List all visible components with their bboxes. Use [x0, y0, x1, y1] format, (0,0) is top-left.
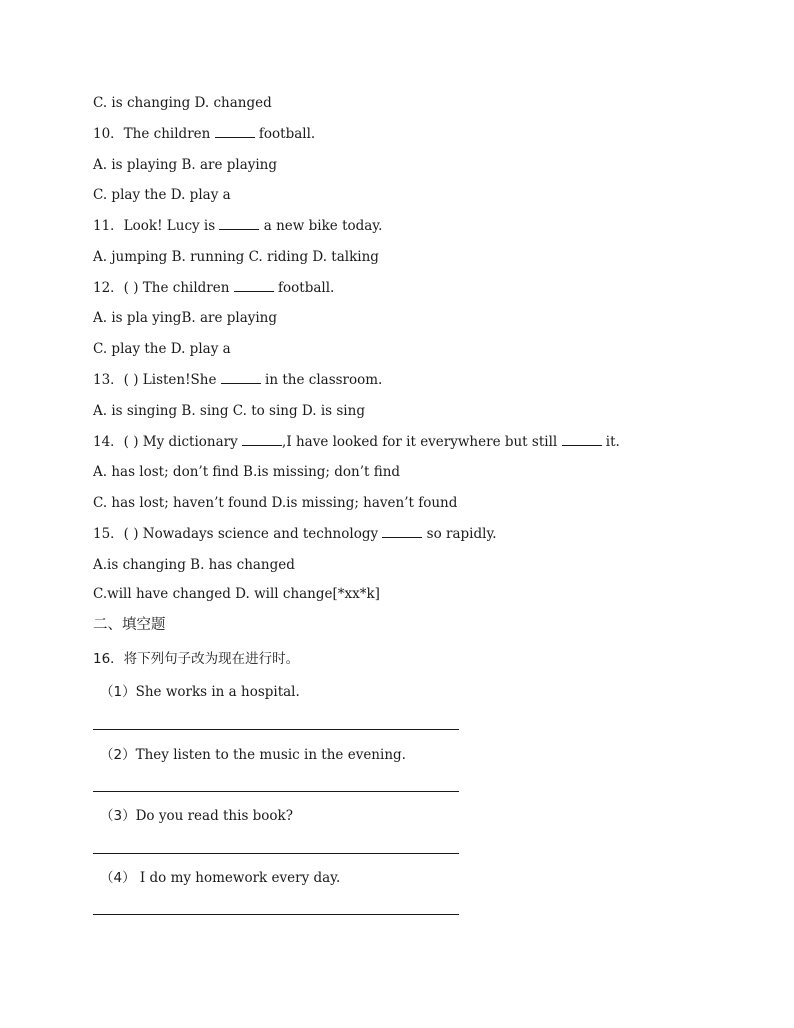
q10-options-line1 [93, 156, 277, 174]
item-number: （3） [100, 808, 136, 824]
item-number: （4） [100, 870, 136, 886]
question-text: ,I have looked for it everywhere but still [282, 434, 562, 450]
q16-item-1 [100, 683, 300, 701]
question-text: it. [601, 434, 620, 450]
item-text: They listen to the music in the evening. [135, 747, 406, 763]
question-text: a new bike today. [259, 218, 383, 234]
item-number: （1） [100, 684, 136, 700]
answer-line-1[interactable] [93, 729, 459, 730]
question-text: 11．Look! Lucy is [93, 218, 220, 234]
q15-options-line1 [93, 556, 295, 574]
question-11 [93, 217, 382, 235]
question-text: in the classroom. [260, 372, 383, 388]
answer-blank[interactable] [215, 125, 255, 138]
q15-options-line2 [93, 585, 380, 603]
answer-blank[interactable] [242, 433, 282, 446]
question-text: 13．( ) Listen!She [93, 372, 221, 388]
q13-options [93, 402, 365, 420]
q10-options-line2 [93, 186, 231, 204]
q14-options-line2 [93, 494, 457, 512]
q9-options-line2 [93, 94, 272, 112]
answer-line-4[interactable] [93, 914, 459, 915]
item-text: She works in a hospital. [135, 684, 300, 700]
item-text: Do you read this book? [135, 808, 293, 824]
question-10 [93, 125, 315, 143]
answer-line-2[interactable] [93, 791, 459, 792]
answer-blank[interactable] [219, 217, 259, 230]
question-text: 14．( ) My dictionary [93, 434, 243, 450]
option-text: A. is singing B. sing C. to sing D. is sing [93, 403, 365, 419]
q16-item-2 [100, 746, 406, 764]
option-text: A. is pla yingB. are playing [93, 310, 278, 326]
answer-blank[interactable] [382, 525, 422, 538]
question-text: football. [273, 280, 335, 296]
q14-options-line1 [93, 463, 400, 481]
item-text: I do my homework every day. [135, 870, 341, 886]
question-16-prompt: 16．将下列句子改为现在进行时。 [93, 651, 300, 667]
q16-item-4 [100, 869, 340, 887]
section-heading: 二、填空题 [93, 617, 166, 633]
item-number: （2） [100, 747, 136, 763]
option-text: A. has lost; don’t find B.is missing; don’t find [93, 464, 401, 480]
question-text: so rapidly. [422, 526, 497, 542]
question-text: 12．( ) The children [93, 280, 234, 296]
option-text: C. play the D. play a [93, 341, 231, 357]
option-text: C. play the D. play a [93, 187, 231, 203]
answer-blank[interactable] [221, 371, 261, 384]
question-13 [93, 371, 382, 389]
option-text: C. is changing D. changed [93, 95, 272, 111]
question-text: football. [254, 126, 316, 142]
question-14 [93, 433, 620, 451]
answer-line-3[interactable] [93, 853, 459, 854]
option-text: A. jumping B. running C. riding D. talking [93, 249, 379, 265]
answer-blank[interactable] [234, 279, 274, 292]
q12-options-line2 [93, 340, 231, 358]
q12-options-line1 [93, 309, 277, 327]
option-text: A.is changing B. has changed [93, 557, 295, 573]
option-text: C.will have changed D. will change[*xx*k] [93, 586, 380, 602]
question-text: 15．( ) Nowadays science and technology [93, 526, 383, 542]
q16-item-3 [100, 807, 293, 825]
answer-blank[interactable] [562, 433, 602, 446]
question-text: 10．The children [93, 126, 215, 142]
question-12 [93, 279, 334, 297]
question-15 [93, 525, 497, 543]
q11-options [93, 248, 379, 266]
option-text: A. is playing B. are playing [93, 157, 278, 173]
option-text: C. has lost; haven’t found D.is missing; haven’t found [93, 495, 458, 511]
